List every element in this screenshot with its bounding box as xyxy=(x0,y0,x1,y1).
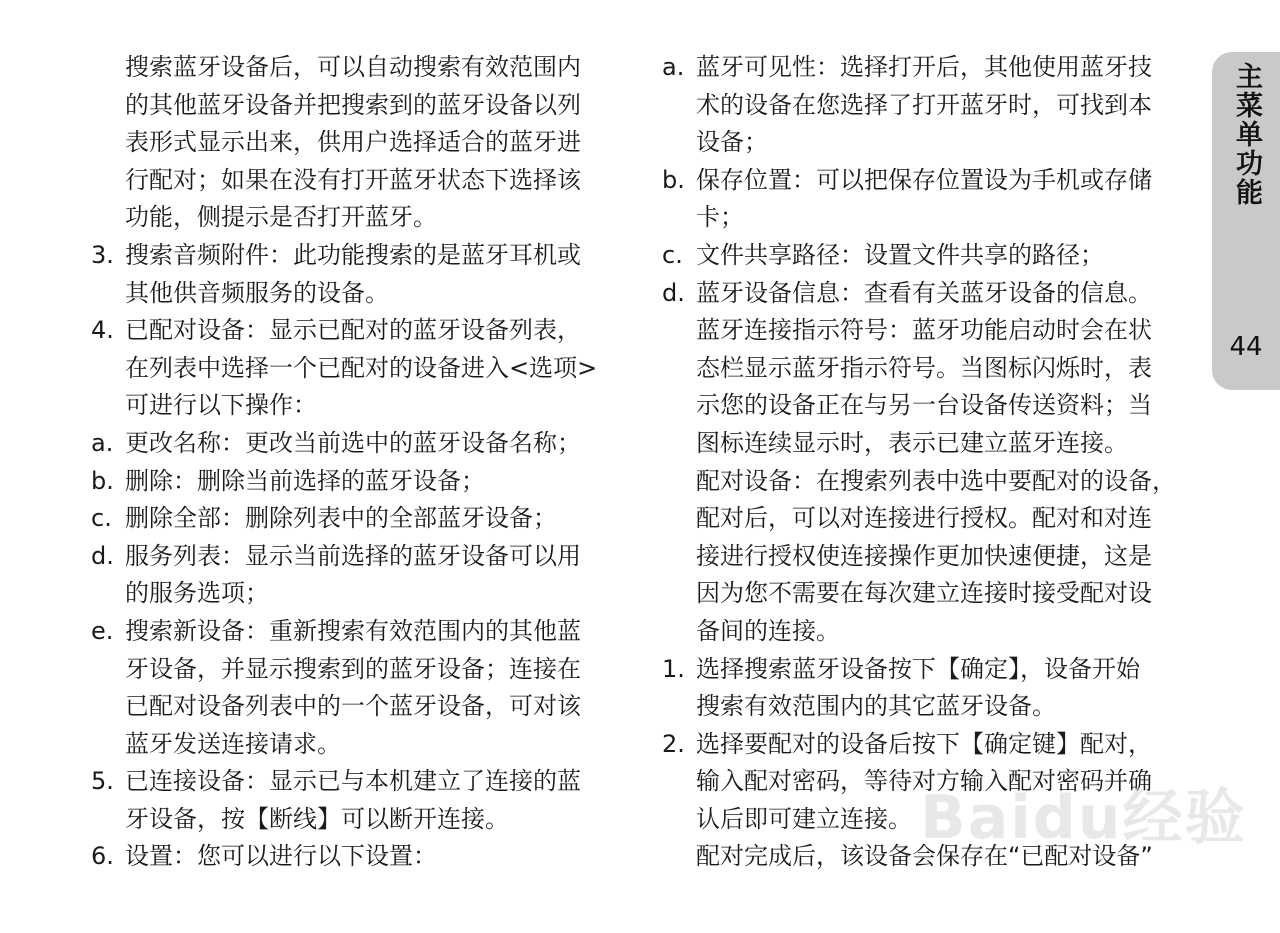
side-tab-title: 主菜单功能 xyxy=(1231,62,1262,207)
text-line xyxy=(662,350,1210,388)
list-marker: b. xyxy=(662,165,685,194)
text-line xyxy=(91,350,626,388)
text-line xyxy=(662,538,1210,576)
right-column xyxy=(662,49,1210,876)
text-line xyxy=(662,688,1210,726)
text-line xyxy=(662,387,1210,425)
line-text: 在列表中选择一个已配对的设备进入<选项> xyxy=(125,353,598,382)
text-line xyxy=(662,425,1210,463)
text-line xyxy=(662,651,1210,689)
text-line xyxy=(91,312,626,350)
left-column xyxy=(91,49,626,876)
text-line xyxy=(91,162,626,200)
text-line xyxy=(91,124,626,162)
list-marker: 4. xyxy=(91,316,114,345)
page-number: 44 xyxy=(1229,332,1263,362)
line-text: 蓝牙发送连接请求。 xyxy=(125,729,341,758)
text-line xyxy=(91,500,626,538)
text-line xyxy=(662,613,1210,651)
list-marker: a. xyxy=(91,428,114,457)
text-line xyxy=(91,199,626,237)
line-text: 已配对设备：显示已配对的蓝牙设备列表， xyxy=(125,316,581,345)
line-text: 已配对设备列表中的一个蓝牙设备，可对该 xyxy=(125,692,581,721)
line-text: 搜索有效范围内的其它蓝牙设备。 xyxy=(696,692,1056,721)
line-text: 选择要配对的设备后按下【确定键】配对， xyxy=(696,729,1152,758)
text-line xyxy=(91,538,626,576)
line-text: 服务列表：显示当前选择的蓝牙设备可以用 xyxy=(125,541,581,570)
list-marker: a. xyxy=(662,53,685,81)
text-line xyxy=(91,726,626,764)
line-text: 图标连续显示时，表示已建立蓝牙连接。 xyxy=(696,428,1128,457)
line-text: 设置：您可以进行以下设置： xyxy=(125,842,437,871)
text-line xyxy=(91,463,626,501)
line-text: 蓝牙可见性：选择打开后，其他使用蓝牙技 xyxy=(696,53,1152,81)
list-marker: c. xyxy=(662,240,683,269)
text-line xyxy=(662,124,1210,162)
text-line xyxy=(662,49,1210,87)
list-marker: d. xyxy=(662,278,685,307)
text-line xyxy=(91,237,626,275)
line-text: 备间的连接。 xyxy=(696,616,840,645)
text-line xyxy=(662,500,1210,538)
line-text: 可进行以下操作： xyxy=(125,391,317,420)
text-line xyxy=(91,275,626,313)
text-line xyxy=(662,312,1210,350)
text-line xyxy=(91,801,626,839)
list-marker: 2. xyxy=(662,729,685,758)
text-line xyxy=(91,425,626,463)
line-text: 接进行授权使连接操作更加快速便捷，这是 xyxy=(696,541,1152,570)
text-line xyxy=(91,688,626,726)
line-text: 设备； xyxy=(696,128,768,157)
line-text: 删除全部：删除列表中的全部蓝牙设备； xyxy=(125,504,557,533)
line-text: 功能，侧提示是否打开蓝牙。 xyxy=(125,203,437,232)
line-text: 搜索蓝牙设备后，可以自动搜索有效范围内 xyxy=(125,53,581,81)
text-line xyxy=(91,87,626,125)
list-marker: 1. xyxy=(662,654,685,683)
line-text: 牙设备，按【断线】可以断开连接。 xyxy=(125,804,509,833)
watermark: Baidu经验 xyxy=(920,783,1247,853)
list-marker: b. xyxy=(91,466,114,495)
text-line xyxy=(91,763,626,801)
line-text: 搜索音频附件：此功能搜索的是蓝牙耳机或 xyxy=(125,240,581,269)
text-line xyxy=(662,237,1210,275)
line-text: 的其他蓝牙设备并把搜索到的蓝牙设备以列 xyxy=(125,90,581,119)
text-line xyxy=(91,651,626,689)
list-marker: c. xyxy=(91,504,112,533)
text-line xyxy=(91,838,626,876)
list-marker: 6. xyxy=(91,842,114,871)
line-text: 配对设备：在搜索列表中选中要配对的设备， xyxy=(696,466,1176,495)
text-line xyxy=(662,463,1210,501)
line-text: 认后即可建立连接。 xyxy=(696,804,912,833)
line-text: 配对后，可以对连接进行授权。配对和对连 xyxy=(696,504,1152,533)
text-line xyxy=(91,49,626,87)
line-text: 删除：删除当前选择的蓝牙设备； xyxy=(125,466,485,495)
list-marker: e. xyxy=(91,616,114,645)
text-line xyxy=(662,575,1210,613)
list-marker: 3. xyxy=(91,240,114,269)
line-text: 因为您不需要在每次建立连接时接受配对设 xyxy=(696,579,1152,608)
line-text: 卡； xyxy=(696,203,744,232)
text-line xyxy=(91,387,626,425)
text-line xyxy=(91,613,626,651)
line-text: 蓝牙设备信息：查看有关蓝牙设备的信息。 xyxy=(696,278,1152,307)
text-line xyxy=(662,275,1210,313)
line-text: 更改名称：更改当前选中的蓝牙设备名称； xyxy=(125,428,581,457)
line-text: 保存位置：可以把保存位置设为手机或存储 xyxy=(696,165,1152,194)
line-text: 表形式显示出来，供用户选择适合的蓝牙进 xyxy=(125,128,581,157)
text-line xyxy=(662,162,1210,200)
text-line xyxy=(662,199,1210,237)
line-text: 配对完成后，该设备会保存在“已配对设备” xyxy=(696,842,1153,871)
list-marker: 5. xyxy=(91,767,114,796)
line-text: 蓝牙连接指示符号：蓝牙功能启动时会在状 xyxy=(696,316,1152,345)
text-line xyxy=(662,87,1210,125)
line-text: 文件共享路径：设置文件共享的路径； xyxy=(696,240,1104,269)
line-text: 选择搜索蓝牙设备按下【确定】，设备开始 xyxy=(696,654,1140,683)
line-text: 的服务选项； xyxy=(125,579,269,608)
list-marker: d. xyxy=(91,541,114,570)
line-text: 输入配对密码，等待对方输入配对密码并确 xyxy=(696,767,1152,796)
line-text: 搜索新设备：重新搜索有效范围内的其他蓝 xyxy=(125,616,581,645)
text-line xyxy=(91,575,626,613)
line-text: 牙设备，并显示搜索到的蓝牙设备；连接在 xyxy=(125,654,581,683)
text-line xyxy=(662,726,1210,764)
line-text: 行配对；如果在没有打开蓝牙状态下选择该 xyxy=(125,165,581,194)
line-text: 术的设备在您选择了打开蓝牙时，可找到本 xyxy=(696,90,1152,119)
line-text: 态栏显示蓝牙指示符号。当图标闪烁时，表 xyxy=(696,353,1152,382)
line-text: 示您的设备正在与另一台设备传送资料；当 xyxy=(696,391,1152,420)
line-text: 其他供音频服务的设备。 xyxy=(125,278,389,307)
line-text: 已连接设备：显示已与本机建立了连接的蓝 xyxy=(125,767,581,796)
